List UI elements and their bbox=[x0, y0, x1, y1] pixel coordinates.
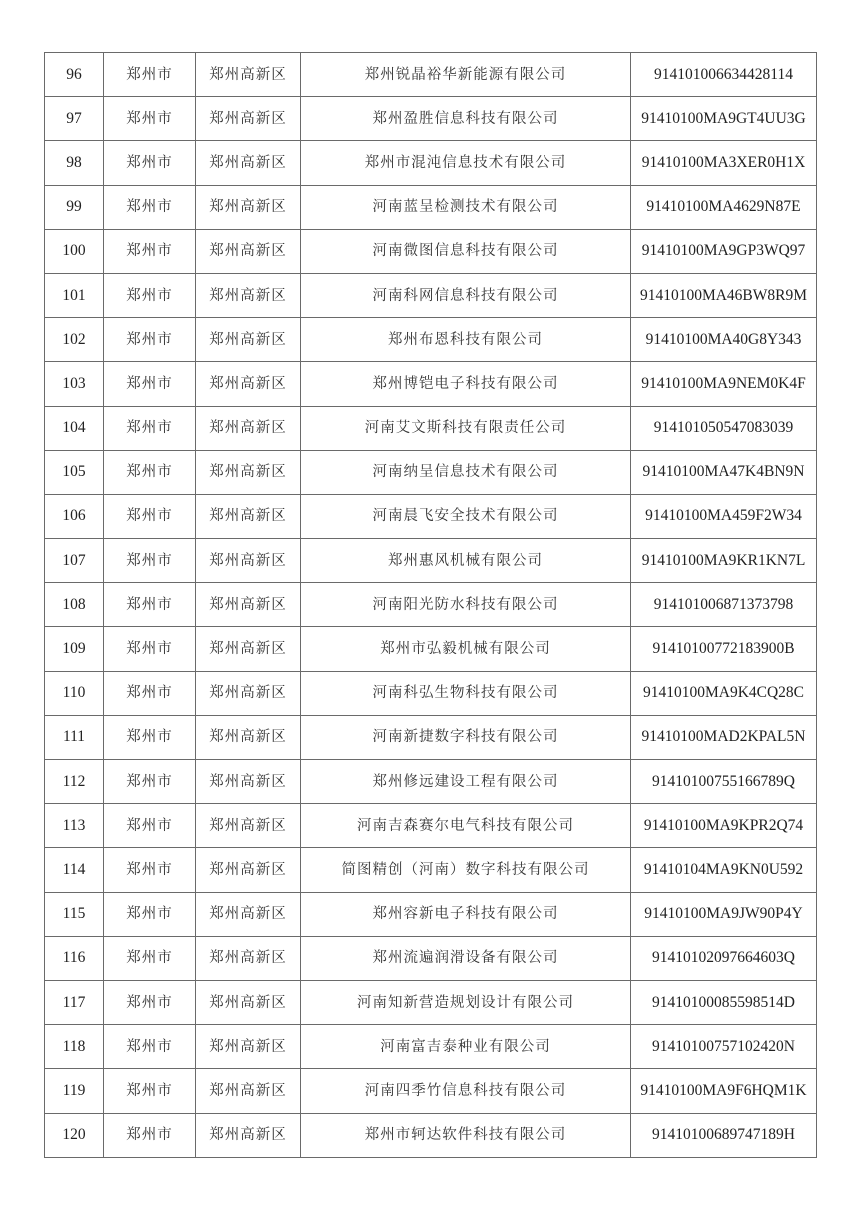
row-number: 101 bbox=[45, 273, 104, 317]
table-row bbox=[45, 627, 817, 671]
credit-code-cell: 914101050547083039 bbox=[631, 406, 817, 450]
city-cell: 郑州市 bbox=[104, 627, 196, 671]
row-number: 105 bbox=[45, 450, 104, 494]
city-cell: 郑州市 bbox=[104, 892, 196, 936]
city-cell: 郑州市 bbox=[104, 936, 196, 980]
district-cell: 郑州高新区 bbox=[196, 362, 301, 406]
table-row bbox=[45, 362, 817, 406]
city-cell: 郑州市 bbox=[104, 362, 196, 406]
city-cell: 郑州市 bbox=[104, 1113, 196, 1157]
credit-code-cell: 91410100MA47K4BN9N bbox=[631, 450, 817, 494]
table-body bbox=[45, 53, 817, 1158]
table-row bbox=[45, 53, 817, 97]
city-cell: 郑州市 bbox=[104, 671, 196, 715]
credit-code-cell: 91410100MA9KPR2Q74 bbox=[631, 804, 817, 848]
row-number: 115 bbox=[45, 892, 104, 936]
row-number: 109 bbox=[45, 627, 104, 671]
district-cell: 郑州高新区 bbox=[196, 715, 301, 759]
company-name-cell: 郑州容新电子科技有限公司 bbox=[301, 892, 631, 936]
table-row bbox=[45, 539, 817, 583]
district-cell: 郑州高新区 bbox=[196, 97, 301, 141]
city-cell: 郑州市 bbox=[104, 450, 196, 494]
district-cell: 郑州高新区 bbox=[196, 980, 301, 1024]
row-number: 98 bbox=[45, 141, 104, 185]
district-cell: 郑州高新区 bbox=[196, 273, 301, 317]
company-name-cell: 郑州布恩科技有限公司 bbox=[301, 318, 631, 362]
district-cell: 郑州高新区 bbox=[196, 892, 301, 936]
credit-code-cell: 914101006871373798 bbox=[631, 583, 817, 627]
city-cell: 郑州市 bbox=[104, 804, 196, 848]
credit-code-cell: 914101006634428114 bbox=[631, 53, 817, 97]
city-cell: 郑州市 bbox=[104, 539, 196, 583]
credit-code-cell: 91410100MA9F6HQM1K bbox=[631, 1069, 817, 1113]
district-cell: 郑州高新区 bbox=[196, 804, 301, 848]
credit-code-cell: 91410100MA4629N87E bbox=[631, 185, 817, 229]
table-row bbox=[45, 848, 817, 892]
credit-code-cell: 91410100MAD2KPAL5N bbox=[631, 715, 817, 759]
company-name-cell: 河南纳呈信息技术有限公司 bbox=[301, 450, 631, 494]
table-row bbox=[45, 97, 817, 141]
company-name-cell: 河南新捷数字科技有限公司 bbox=[301, 715, 631, 759]
table-row bbox=[45, 141, 817, 185]
company-name-cell: 河南四季竹信息科技有限公司 bbox=[301, 1069, 631, 1113]
credit-code-cell: 91410100MA9NEM0K4F bbox=[631, 362, 817, 406]
row-number: 100 bbox=[45, 229, 104, 273]
city-cell: 郑州市 bbox=[104, 53, 196, 97]
company-name-cell: 河南微图信息科技有限公司 bbox=[301, 229, 631, 273]
district-cell: 郑州高新区 bbox=[196, 141, 301, 185]
company-name-cell: 河南知新营造规划设计有限公司 bbox=[301, 980, 631, 1024]
district-cell: 郑州高新区 bbox=[196, 627, 301, 671]
table-row bbox=[45, 760, 817, 804]
table-row bbox=[45, 494, 817, 538]
credit-code-cell: 91410100MA9JW90P4Y bbox=[631, 892, 817, 936]
city-cell: 郑州市 bbox=[104, 406, 196, 450]
district-cell: 郑州高新区 bbox=[196, 318, 301, 362]
company-name-cell: 简图精创（河南）数字科技有限公司 bbox=[301, 848, 631, 892]
row-number: 114 bbox=[45, 848, 104, 892]
city-cell: 郑州市 bbox=[104, 273, 196, 317]
company-name-cell: 河南阳光防水科技有限公司 bbox=[301, 583, 631, 627]
district-cell: 郑州高新区 bbox=[196, 406, 301, 450]
district-cell: 郑州高新区 bbox=[196, 494, 301, 538]
city-cell: 郑州市 bbox=[104, 760, 196, 804]
company-name-cell: 河南晨飞安全技术有限公司 bbox=[301, 494, 631, 538]
table-row bbox=[45, 583, 817, 627]
row-number: 111 bbox=[45, 715, 104, 759]
company-name-cell: 河南蓝呈检测技术有限公司 bbox=[301, 185, 631, 229]
credit-code-cell: 91410100MA9GT4UU3G bbox=[631, 97, 817, 141]
row-number: 118 bbox=[45, 1025, 104, 1069]
row-number: 119 bbox=[45, 1069, 104, 1113]
city-cell: 郑州市 bbox=[104, 97, 196, 141]
district-cell: 郑州高新区 bbox=[196, 671, 301, 715]
credit-code-cell: 91410100MA46BW8R9M bbox=[631, 273, 817, 317]
credit-code-cell: 91410100757102420N bbox=[631, 1025, 817, 1069]
district-cell: 郑州高新区 bbox=[196, 450, 301, 494]
district-cell: 郑州高新区 bbox=[196, 185, 301, 229]
row-number: 106 bbox=[45, 494, 104, 538]
table-row bbox=[45, 406, 817, 450]
city-cell: 郑州市 bbox=[104, 583, 196, 627]
city-cell: 郑州市 bbox=[104, 318, 196, 362]
credit-code-cell: 91410100755166789Q bbox=[631, 760, 817, 804]
table-row bbox=[45, 185, 817, 229]
row-number: 116 bbox=[45, 936, 104, 980]
credit-code-cell: 91410102097664603Q bbox=[631, 936, 817, 980]
table-row bbox=[45, 1113, 817, 1157]
company-name-cell: 郑州流遍润滑设备有限公司 bbox=[301, 936, 631, 980]
credit-code-cell: 91410100MA9GP3WQ97 bbox=[631, 229, 817, 273]
company-name-cell: 郑州博铠电子科技有限公司 bbox=[301, 362, 631, 406]
city-cell: 郑州市 bbox=[104, 1025, 196, 1069]
district-cell: 郑州高新区 bbox=[196, 1025, 301, 1069]
city-cell: 郑州市 bbox=[104, 494, 196, 538]
row-number: 104 bbox=[45, 406, 104, 450]
table-row bbox=[45, 671, 817, 715]
district-cell: 郑州高新区 bbox=[196, 539, 301, 583]
table-row bbox=[45, 892, 817, 936]
city-cell: 郑州市 bbox=[104, 1069, 196, 1113]
district-cell: 郑州高新区 bbox=[196, 848, 301, 892]
company-name-cell: 郑州市混沌信息技术有限公司 bbox=[301, 141, 631, 185]
table-row bbox=[45, 804, 817, 848]
row-number: 102 bbox=[45, 318, 104, 362]
row-number: 99 bbox=[45, 185, 104, 229]
table-row bbox=[45, 1025, 817, 1069]
row-number: 110 bbox=[45, 671, 104, 715]
table-row bbox=[45, 715, 817, 759]
table-row bbox=[45, 450, 817, 494]
table-row bbox=[45, 229, 817, 273]
row-number: 103 bbox=[45, 362, 104, 406]
credit-code-cell: 91410100689747189H bbox=[631, 1113, 817, 1157]
row-number: 108 bbox=[45, 583, 104, 627]
city-cell: 郑州市 bbox=[104, 141, 196, 185]
document-page bbox=[44, 52, 816, 1158]
city-cell: 郑州市 bbox=[104, 715, 196, 759]
city-cell: 郑州市 bbox=[104, 185, 196, 229]
company-name-cell: 郑州惠风机械有限公司 bbox=[301, 539, 631, 583]
city-cell: 郑州市 bbox=[104, 229, 196, 273]
table-row bbox=[45, 936, 817, 980]
table-row bbox=[45, 980, 817, 1024]
company-name-cell: 郑州市轲达软件科技有限公司 bbox=[301, 1113, 631, 1157]
credit-code-cell: 91410100MA40G8Y343 bbox=[631, 318, 817, 362]
row-number: 112 bbox=[45, 760, 104, 804]
company-name-cell: 郑州修远建设工程有限公司 bbox=[301, 760, 631, 804]
company-name-cell: 河南吉森赛尔电气科技有限公司 bbox=[301, 804, 631, 848]
credit-code-cell: 91410100MA9KR1KN7L bbox=[631, 539, 817, 583]
table-row bbox=[45, 1069, 817, 1113]
district-cell: 郑州高新区 bbox=[196, 1069, 301, 1113]
credit-code-cell: 91410100MA459F2W34 bbox=[631, 494, 817, 538]
company-name-cell: 郑州市弘毅机械有限公司 bbox=[301, 627, 631, 671]
company-name-cell: 河南富吉泰种业有限公司 bbox=[301, 1025, 631, 1069]
row-number: 96 bbox=[45, 53, 104, 97]
credit-code-cell: 91410100MA9K4CQ28C bbox=[631, 671, 817, 715]
district-cell: 郑州高新区 bbox=[196, 229, 301, 273]
row-number: 113 bbox=[45, 804, 104, 848]
row-number: 117 bbox=[45, 980, 104, 1024]
district-cell: 郑州高新区 bbox=[196, 583, 301, 627]
credit-code-cell: 91410100MA3XER0H1X bbox=[631, 141, 817, 185]
company-table bbox=[44, 52, 817, 1158]
company-name-cell: 河南科弘生物科技有限公司 bbox=[301, 671, 631, 715]
company-name-cell: 河南科网信息科技有限公司 bbox=[301, 273, 631, 317]
district-cell: 郑州高新区 bbox=[196, 760, 301, 804]
credit-code-cell: 91410100085598514D bbox=[631, 980, 817, 1024]
city-cell: 郑州市 bbox=[104, 980, 196, 1024]
district-cell: 郑州高新区 bbox=[196, 936, 301, 980]
company-name-cell: 河南艾文斯科技有限责任公司 bbox=[301, 406, 631, 450]
table-row bbox=[45, 318, 817, 362]
row-number: 107 bbox=[45, 539, 104, 583]
city-cell: 郑州市 bbox=[104, 848, 196, 892]
district-cell: 郑州高新区 bbox=[196, 1113, 301, 1157]
company-name-cell: 郑州锐晶裕华新能源有限公司 bbox=[301, 53, 631, 97]
credit-code-cell: 91410104MA9KN0U592 bbox=[631, 848, 817, 892]
district-cell: 郑州高新区 bbox=[196, 53, 301, 97]
table-row bbox=[45, 273, 817, 317]
row-number: 97 bbox=[45, 97, 104, 141]
company-name-cell: 郑州盈胜信息科技有限公司 bbox=[301, 97, 631, 141]
row-number: 120 bbox=[45, 1113, 104, 1157]
credit-code-cell: 91410100772183900B bbox=[631, 627, 817, 671]
